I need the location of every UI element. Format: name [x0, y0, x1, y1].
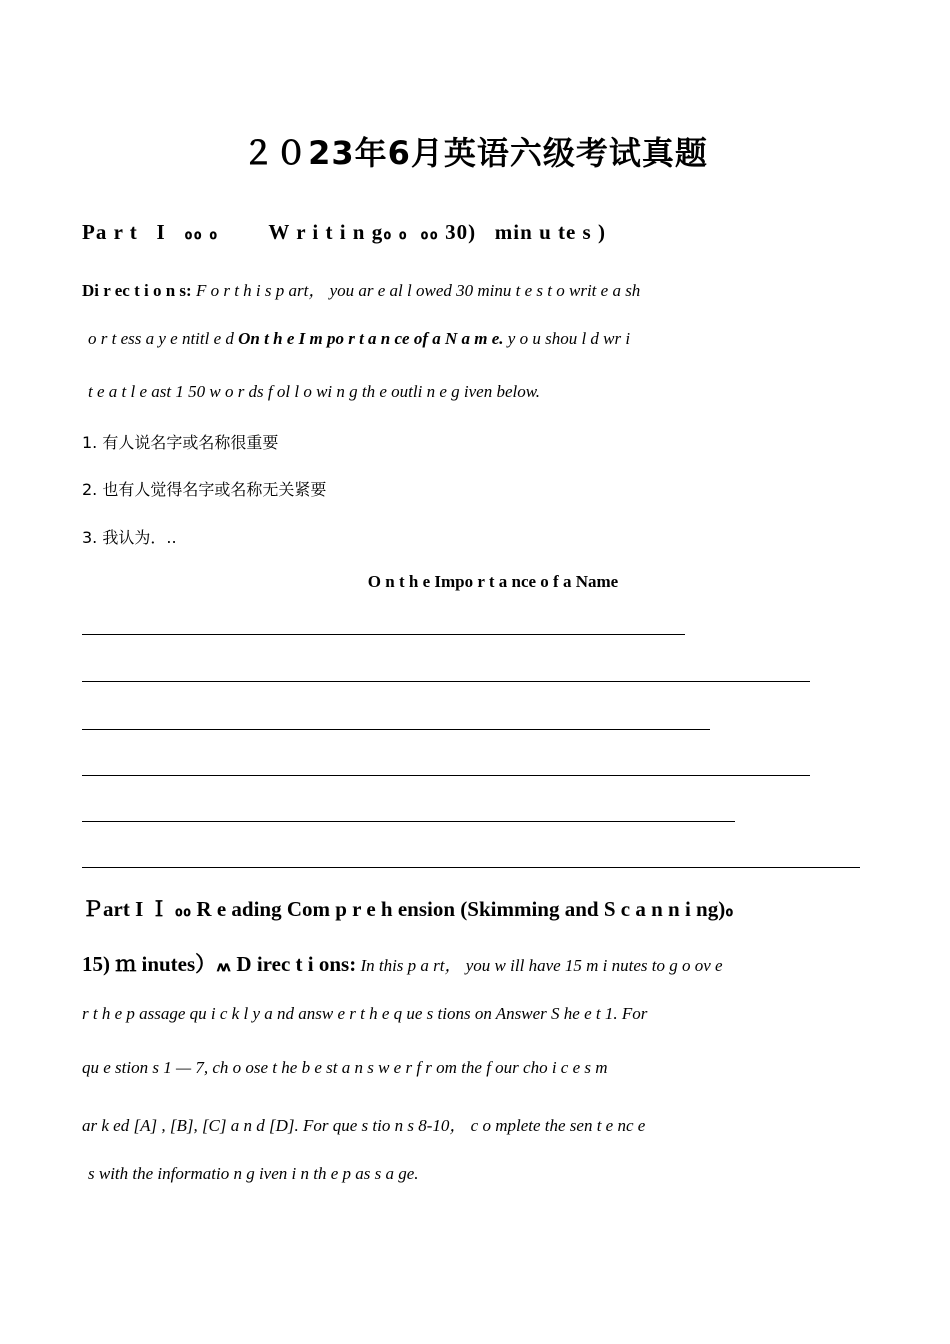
outline-item-1: 1. 有人说名字或名称很重要 [82, 433, 279, 452]
essay-title-inline: On t h e I m po r t a n ce of a N a m e. [238, 329, 504, 348]
part2-directions-line2: r t h e p assage qu i c k l y a nd answ e r t h e q ue s tions on Answer S he e t 1. For [82, 1004, 648, 1023]
outline-item-3: 3. 我认为．.. [82, 528, 177, 547]
directions-text: t e a t l e ast 1 50 w o r ds f ol l o wi n g th e outli n e g iven below. [88, 382, 541, 401]
answer-line [82, 821, 735, 822]
outline-item-2: 2. 也有人觉得名字或名称无关紧要 [82, 480, 327, 499]
answer-line [82, 681, 810, 682]
directions-text: o r t ess a y e ntitl e d [88, 329, 239, 348]
answer-line [82, 729, 710, 730]
part2-directions-line4: ar k ed [A] , [B], [C] a n d [D]. For que s tio n s 8-10， c o mplete the sen t e nc e [82, 1116, 646, 1135]
directions-text: y o u shou l d wr i [503, 329, 631, 348]
part2-directions-line3: qu e stion s 1 — 7, ch o ose t he b e st a n s w e r f r om the f our cho i c e s m [82, 1058, 608, 1077]
part1-heading: Pa r t I ៰៰ ៰ W r i t i n g៰ ៰ ៰៰ 30) min u te s ) [82, 220, 606, 244]
part1-directions-line1 [82, 276, 872, 301]
answer-line [82, 867, 860, 868]
document-title: ２０23年6月英语六级考试真题 [242, 134, 708, 172]
part2-duration-label: 15) ｍ inutes）៳ D irec t i ons: [82, 952, 357, 976]
directions-text: F o r t h i s p art， you ar e al l owed 30 minu t e s t o writ e a sh [195, 281, 641, 300]
part1-directions-line3 [82, 382, 878, 402]
answer-line [82, 634, 685, 635]
part2-heading: Ｐart I Ｉ ៰៰ R e ading Com p r e h ension (Skimming and S c a n n i ng)៰ [82, 897, 734, 921]
directions-text: In this p a rt， you w ill have 15 m i nutes to g o ov e [356, 956, 723, 975]
part1-directions-line2 [82, 329, 878, 349]
directions-label: Di r ec t i o n s: [82, 281, 192, 300]
answer-line [82, 775, 810, 776]
part2-directions-line1 [82, 948, 872, 978]
part2-directions-line5: s with the informatio n g iven i n th e p as s a ge. [88, 1164, 419, 1183]
essay-title: O n t h e Impo r t a nce o f a Name [367, 572, 619, 591]
